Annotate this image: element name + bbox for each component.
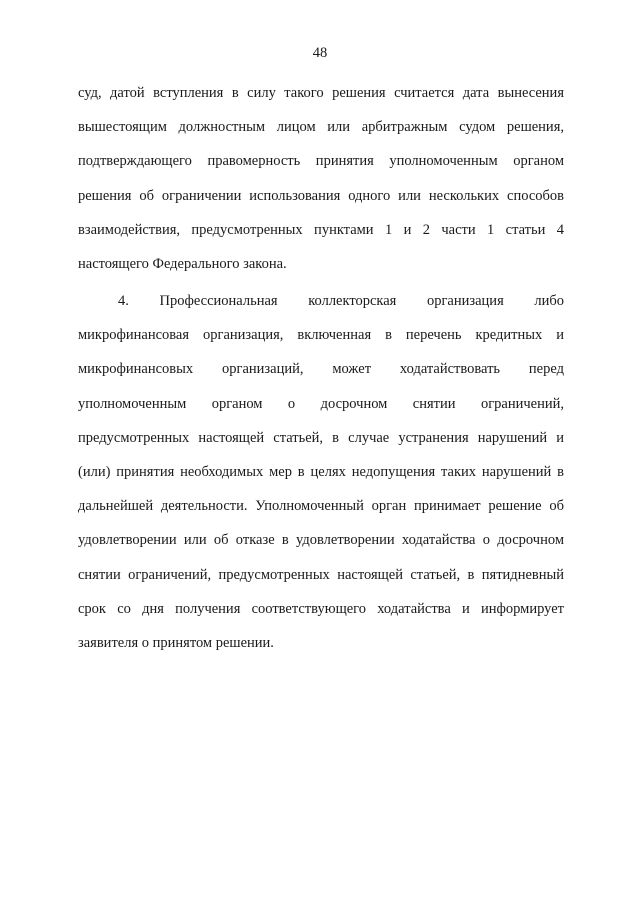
text-line: подтверждающего правомерность принятия уполномоченным органом — [78, 153, 564, 170]
text-line: настоящего Федерального закона. — [78, 255, 287, 272]
text-line: дальнейшей деятельности. Уполномоченный орган принимает решение об — [78, 498, 564, 515]
text-line: решения об ограничении использования одного или нескольких способов — [78, 187, 564, 204]
text-line: снятии ограничений, предусмотренных настоящей статьей, в пятидневный — [78, 566, 564, 583]
page-number: 48 — [312, 45, 328, 61]
text-line: предусмотренных настоящей статьей, в случае устранения нарушений и — [78, 429, 564, 446]
text-line: удовлетворении или об отказе в удовлетворении ходатайства о досрочном — [78, 532, 564, 549]
text-line: заявителя о принятом решении. — [78, 634, 274, 651]
text-line: суд, датой вступления в силу такого решения считается дата вынесения — [78, 85, 564, 101]
text-line: 4. Профессиональная коллекторская организация либо — [118, 293, 564, 309]
text-line: вышестоящим должностным лицом или арбитражным судом решения, — [78, 119, 564, 136]
paragraph-continuation — [78, 84, 564, 289]
text-line: срок со дня получения соответствующего ходатайства и информирует — [78, 600, 564, 617]
text-line: уполномоченным органом о досрочном снятии ограничений, — [78, 395, 564, 412]
text-line: микрофинансовая организация, включенная в перечень кредитных и — [78, 327, 564, 344]
text-line: (или) принятия необходимых мер в целях недопущения таких нарушений в — [78, 463, 564, 480]
paragraph-item-4 — [78, 292, 564, 668]
text-line: микрофинансовых организаций, может ходатайствовать перед — [78, 361, 564, 378]
text-line: взаимодействия, предусмотренных пунктами 1 и 2 части 1 статьи 4 — [78, 221, 564, 238]
